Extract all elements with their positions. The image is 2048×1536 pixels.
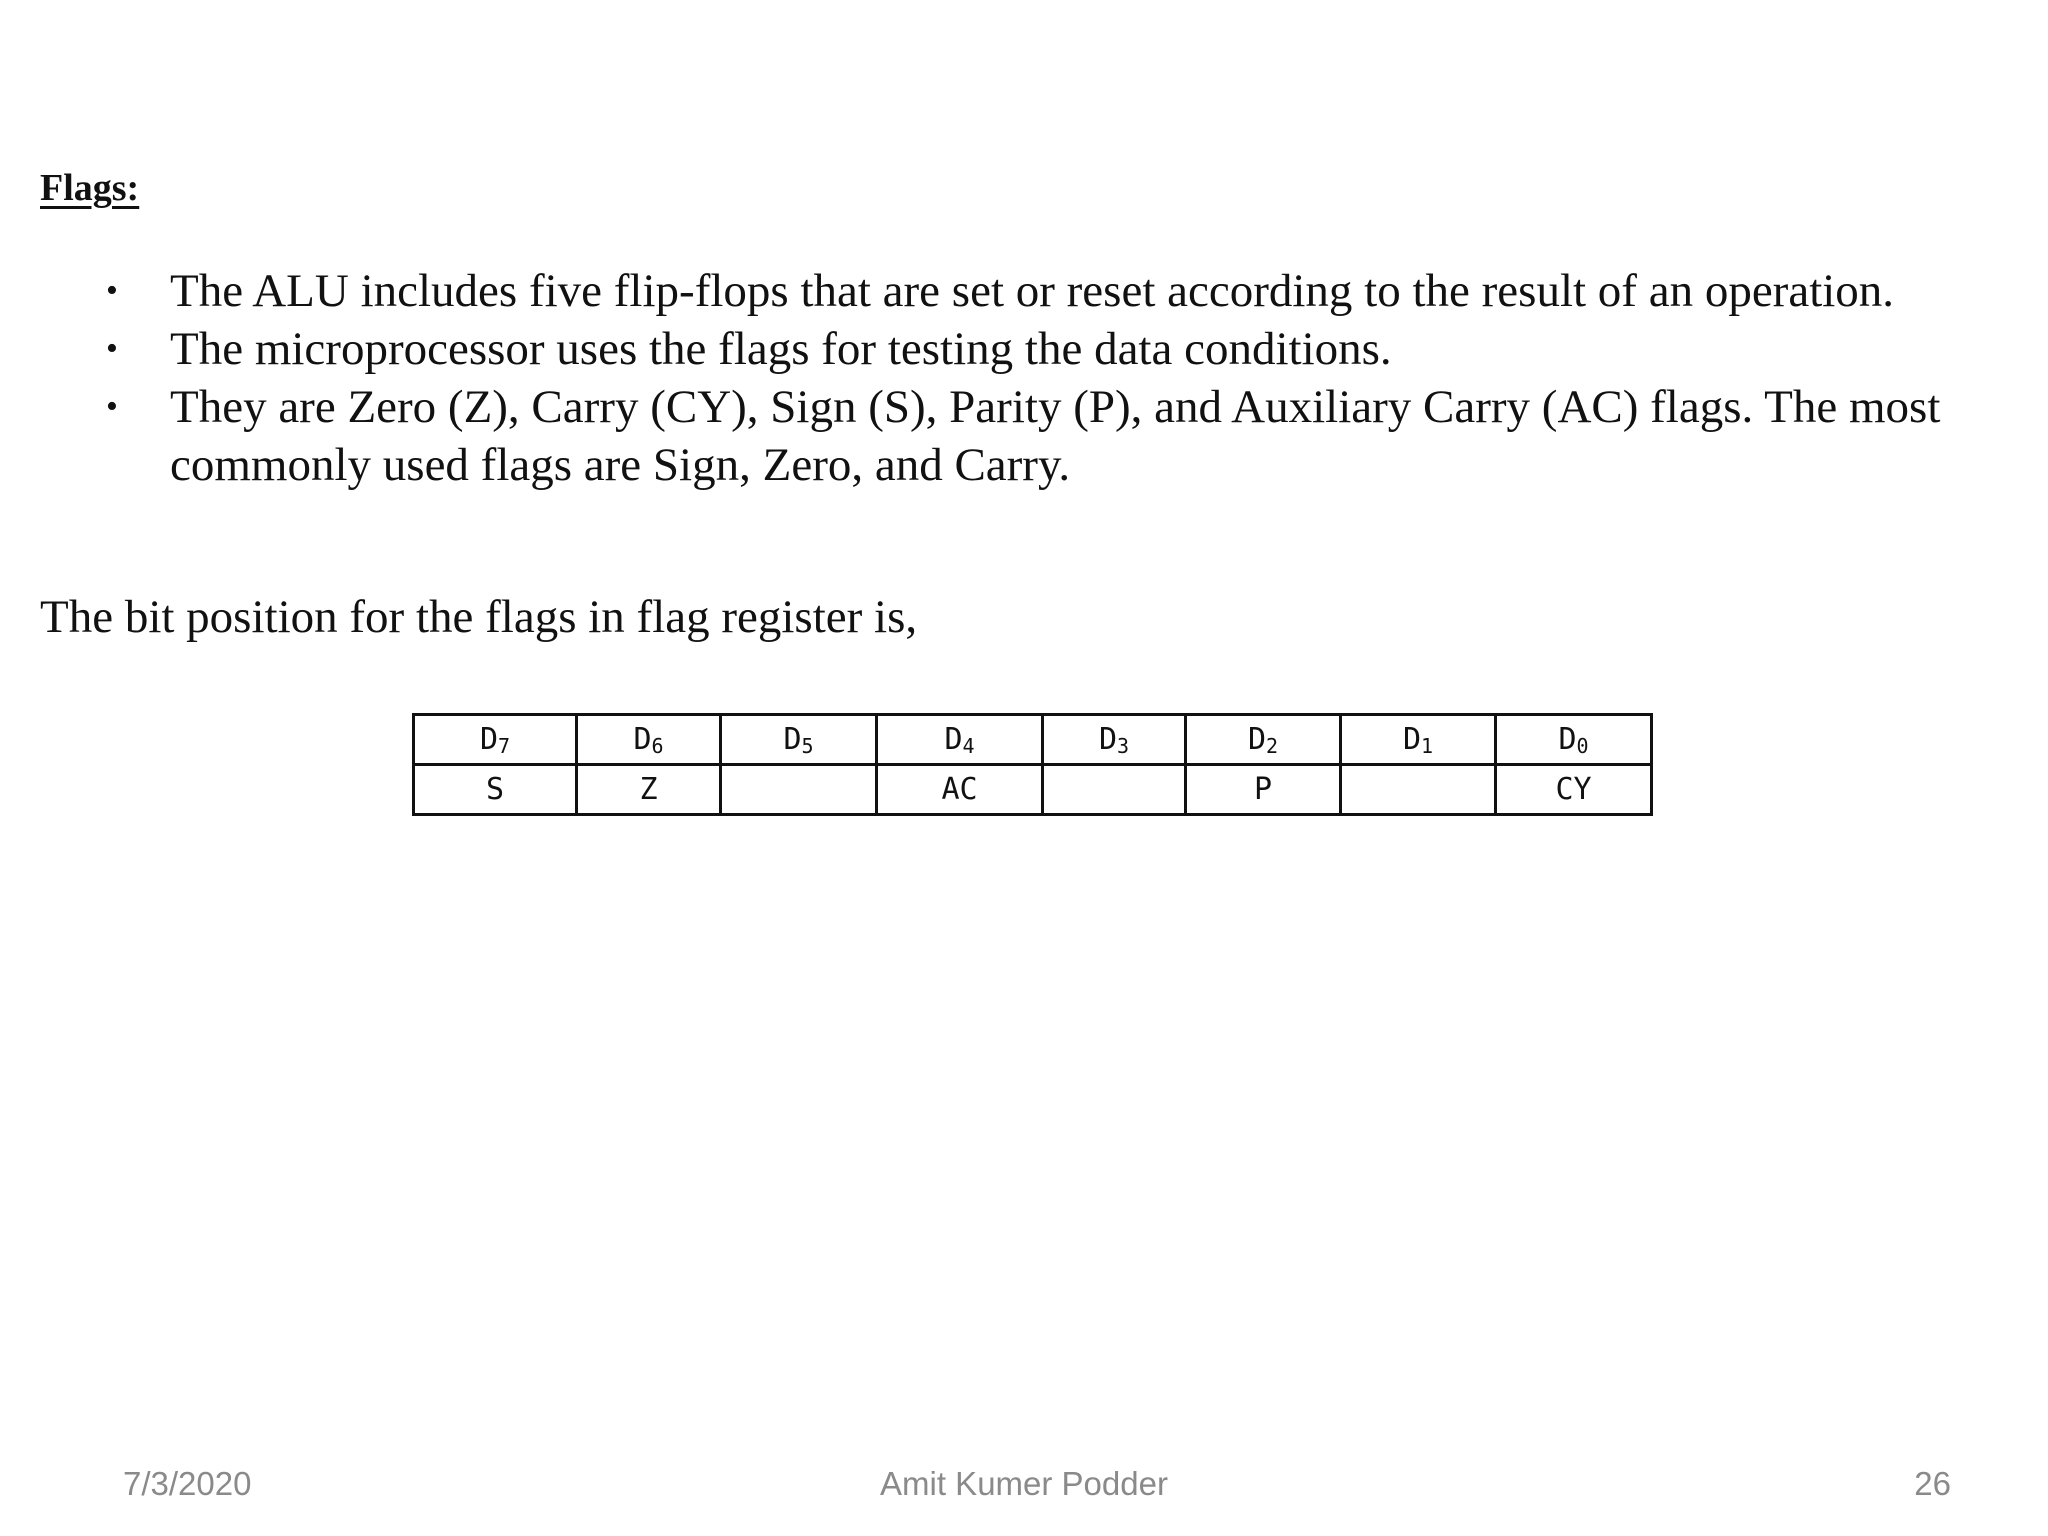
bullet-list	[96, 262, 2026, 494]
bullet-icon: •	[106, 272, 118, 309]
flag-cell-d5	[721, 765, 877, 815]
flag-cell-d6: Z	[577, 765, 721, 815]
intro-text: The bit position for the flags in flag register is,	[40, 591, 918, 643]
flag-register-table	[412, 713, 1653, 816]
list-item	[96, 378, 2026, 494]
bullet-text: The ALU includes five flip-flops that are set or reset according to the result of an operation.	[170, 265, 1895, 317]
flag-cell-d3	[1043, 765, 1186, 815]
bit-cell-d4: $D_4$	[877, 715, 1043, 765]
bit-cell-d5: $D_5$	[721, 715, 877, 765]
flag-cell-d7: S	[414, 765, 577, 815]
bit-cell-d2: $D_2$	[1186, 715, 1341, 765]
list-item	[96, 320, 2026, 378]
section-heading: Flags:	[40, 167, 140, 209]
bullet-icon: •	[106, 388, 118, 425]
bullet-icon: •	[106, 330, 118, 367]
bit-cell-d6: $D_6$	[577, 715, 721, 765]
bit-cell-d0: $D_0$	[1496, 715, 1652, 765]
footer-date: 7/3/2020	[123, 1465, 252, 1502]
bit-cell-d1: $D_1$	[1341, 715, 1496, 765]
list-item	[96, 262, 2026, 320]
flag-cell-d1	[1341, 765, 1496, 815]
bit-cell-d3: $D_3$	[1043, 715, 1186, 765]
bullet-text: The microprocessor uses the flags for testing the data conditions.	[170, 323, 1392, 375]
slide-number: 26	[1914, 1465, 1951, 1502]
bullet-text: They are Zero (Z), Carry (CY), Sign (S), Parity (P), and Auxiliary Carry (AC) flags. The most commonly used flags are Sign, Zero, and Carry.	[170, 381, 1941, 491]
flag-cell-d2: P	[1186, 765, 1341, 815]
footer-author: Amit Kumer Podder	[880, 1465, 1168, 1502]
bit-position-row	[414, 715, 1652, 765]
flag-cell-d0: CY	[1496, 765, 1652, 815]
flag-name-row	[414, 765, 1652, 815]
flag-cell-d4: AC	[877, 765, 1043, 815]
bit-cell-d7: $D_7$	[414, 715, 577, 765]
